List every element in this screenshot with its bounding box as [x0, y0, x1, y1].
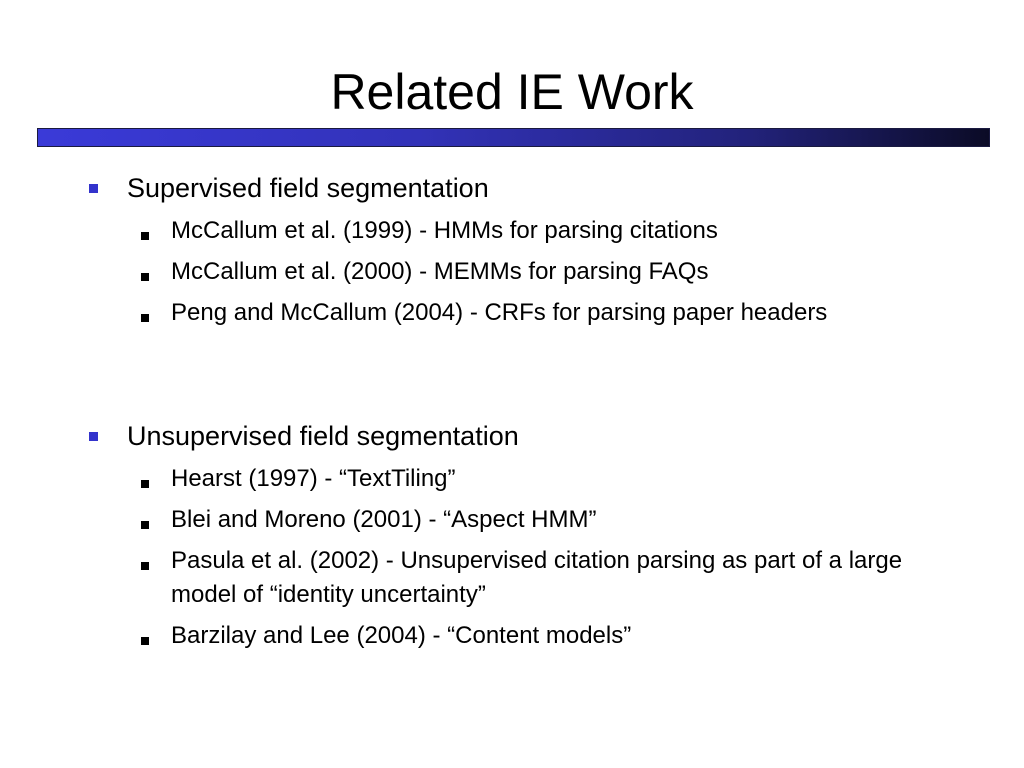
section-heading-unsupervised: Unsupervised field segmentation — [127, 421, 519, 451]
section-heading-supervised: Supervised field segmentation — [127, 173, 489, 203]
list-item: Pasula et al. (2002) - Unsupervised citation parsing as part of a large model of “identity uncertainty” — [171, 547, 903, 608]
level2-bullet-icon — [141, 562, 149, 570]
level2-bullet-icon — [141, 232, 149, 240]
level2-bullet-icon — [141, 314, 149, 322]
list-item: McCallum et al. (1999) - HMMs for parsing citations — [171, 217, 718, 244]
level2-bullet-icon — [141, 273, 149, 281]
level1-bullet-icon — [89, 184, 98, 193]
level1-bullet-icon — [89, 432, 98, 441]
list-item: McCallum et al. (2000) - MEMMs for parsing FAQs — [171, 258, 709, 285]
list-item: Peng and McCallum (2004) - CRFs for parsing paper headers — [171, 299, 828, 326]
title-underline-bar — [37, 128, 990, 147]
list-item: Barzilay and Lee (2004) - “Content models” — [171, 622, 632, 649]
list-item: Hearst (1997) - “TextTiling” — [171, 465, 456, 492]
level2-bullet-icon — [141, 521, 149, 529]
slide-title: Related IE Work — [330, 64, 694, 120]
level2-bullet-icon — [141, 480, 149, 488]
level2-bullet-icon — [141, 637, 149, 645]
list-item: Blei and Moreno (2001) - “Aspect HMM” — [171, 506, 597, 533]
